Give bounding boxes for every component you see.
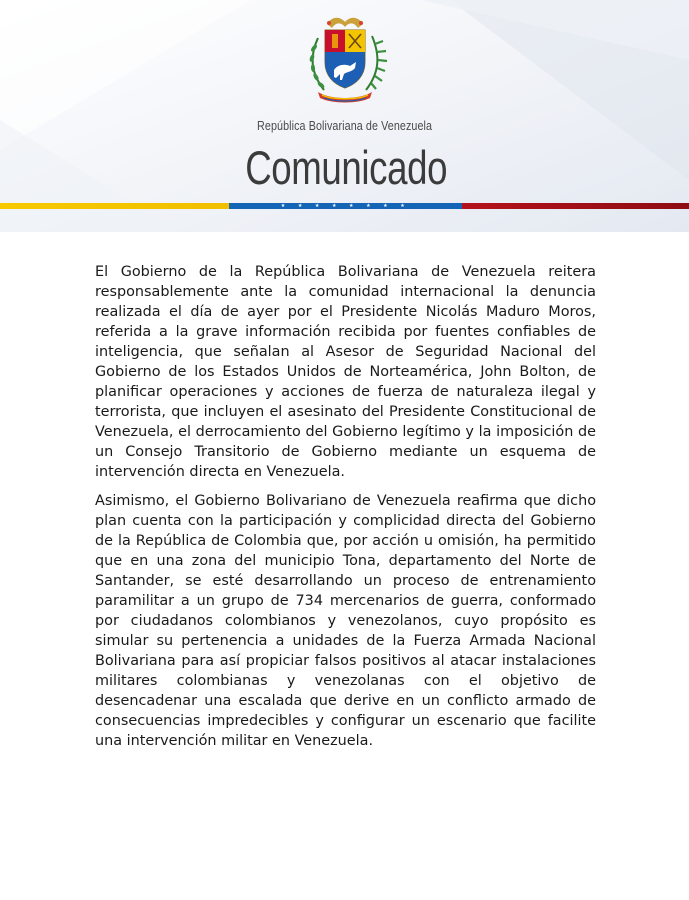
flag-band-red	[462, 203, 689, 209]
flag-color-band	[0, 203, 689, 209]
document-header	[0, 0, 689, 232]
laurel-branch-left	[309, 38, 326, 90]
palm-branch-right	[366, 36, 387, 90]
republic-name: República Bolivariana de Venezuela	[257, 119, 433, 133]
flag-stars: ★ ★ ★ ★ ★ ★ ★ ★	[280, 203, 411, 209]
flag-band-yellow	[0, 203, 229, 209]
paragraph-2: Asimismo, el Gobierno Bolivariano de Venezuela reafirma que dicho plan cuenta con la participación y complicidad directa del Gobierno de la República de Colombia que, por acción u omisión, ha permitido que en una zona del municipio Tona, departamento del Norte de Santander, se esté desarrollando un proceso de entrenamiento paramilitar a un grupo de 734 mercenarios de guerra, conformado por ciudadanos colombianos y venezolanos, cuyo propósito es simular su pertenencia a unidades de la Fuerza Armada Nacional Bolivariana para así propiciar falsos positivos al atacar instalaciones militares colombianas y venezolanas con el objetivo de desencadenar una escalada que derive en un conflicto armado de consecuencias impredecibles y configurar un escenario que facilite una intervención militar en Venezuela.	[95, 493, 596, 749]
paragraph-1: El Gobierno de la República Bolivariana de Venezuela reitera responsablemente ante la comunidad internacional la denuncia realizada el día de ayer por el Presidente Nicolás Maduro Moros, referida a la grave información recibida por fuentes confiables de inteligencia, que señalan al Asesor de Seguridad Nacional del Gobierno de los Estados Unidos de Norteamérica, John Bolton, de planificar operaciones y acciones de fuerza de naturaleza ilegal y terrorista, que incluyen el asesinato del Presidente Constitucional de Venezuela, el derrocamiento del Gobierno legítimo y la imposición de un Consejo Transitorio de Gobierno mediante un esquema de intervención directa en Venezuela.	[95, 264, 596, 480]
document-title: Comunicado	[245, 141, 448, 194]
document-body	[95, 262, 596, 760]
coat-of-arms-emblem	[300, 10, 390, 106]
